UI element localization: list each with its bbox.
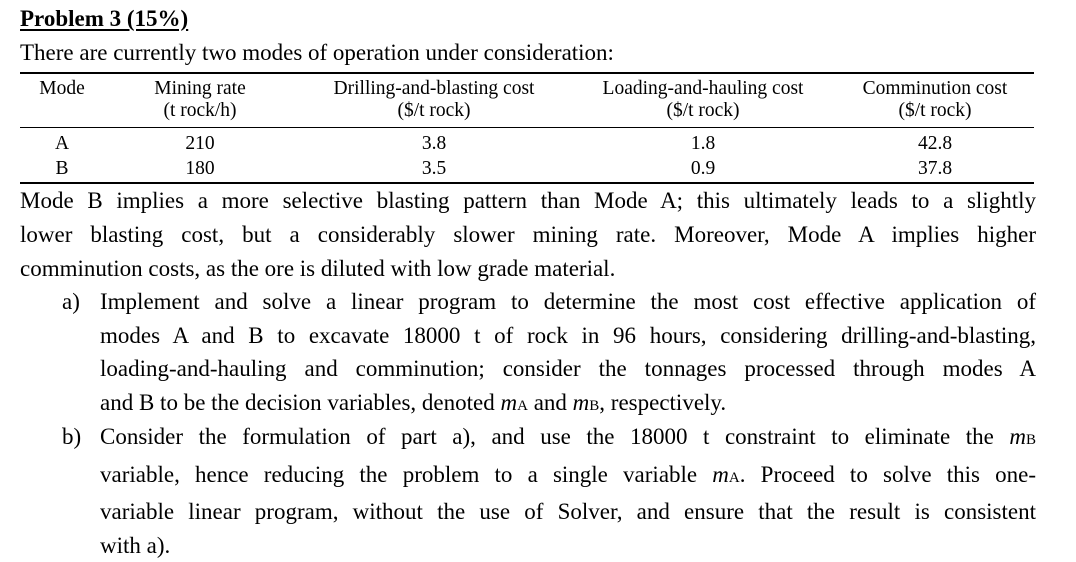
- table-cell-mode: A: [55, 133, 69, 155]
- item-line: modes A and B to excavate 18000 t of rock in 96 hours, considering drilling-and-blasting,: [100, 319, 1036, 353]
- header-comminution-unit: ($/t rock): [898, 100, 971, 122]
- item-line: [100, 386, 1036, 424]
- variable-m: [500, 390, 527, 415]
- table-cell-loading-hauling: 1.8: [691, 133, 715, 155]
- item-line: [100, 458, 1036, 496]
- variable-m: [573, 390, 600, 415]
- item-text: . Proceed to solve this one-: [740, 462, 1036, 487]
- table-cell-mining-rate: 180: [185, 158, 214, 180]
- variable-subscript: A: [729, 470, 740, 486]
- variable-subscript: A: [517, 398, 528, 414]
- item-text: and: [534, 390, 567, 415]
- variable-subscript: B: [1026, 432, 1036, 448]
- item-body: [100, 420, 1036, 562]
- item-text: variable, hence reducing the problem to a single variable: [100, 462, 697, 487]
- variable-letter: m: [1009, 424, 1026, 449]
- table-cell-mining-rate: 210: [185, 133, 214, 155]
- paragraph-line: Mode B implies a more selective blasting pattern than Mode A; this ultimately leads to a slightly: [20, 184, 1036, 218]
- variable-m: [1009, 424, 1036, 449]
- item-line: Implement and solve a linear program to determine the most cost effective application of: [100, 285, 1036, 319]
- item-label: a): [62, 285, 98, 319]
- item-body: [100, 285, 1036, 423]
- table-cell-comminution: 42.8: [918, 133, 952, 155]
- header-drilling-blasting-cost: Drilling-and-blasting cost: [334, 78, 535, 100]
- variable-subscript: B: [589, 398, 599, 414]
- header-loading-hauling-unit: ($/t rock): [666, 100, 739, 122]
- paragraph-line: comminution costs, as the ore is diluted with low grade material.: [20, 252, 1036, 286]
- item-text: and B to be the decision variables, denoted: [100, 390, 495, 415]
- variable-letter: m: [573, 390, 590, 415]
- item-line: variable linear program, without the use of Solver, and ensure that the result is consistent: [100, 495, 1036, 529]
- variable-m: [712, 462, 739, 487]
- problem-title: Problem 3 (15%): [20, 4, 188, 34]
- header-mining-rate: Mining rate: [154, 78, 246, 100]
- table-cell-drilling-blasting: 3.5: [422, 158, 446, 180]
- description-paragraph: [20, 184, 1036, 286]
- table-cell-mode: B: [55, 158, 68, 180]
- header-mode: Mode: [39, 78, 85, 100]
- item-line: [100, 420, 1036, 458]
- item-label: b): [62, 420, 98, 454]
- header-mining-rate-unit: (t rock/h): [163, 100, 236, 122]
- item-line: loading-and-hauling and comminution; consider the tonnages processed through modes A: [100, 352, 1036, 386]
- table-cell-comminution: 37.8: [918, 158, 952, 180]
- item-line: with a).: [100, 529, 1036, 562]
- table-cell-loading-hauling: 0.9: [691, 158, 715, 180]
- table-top-rule: [20, 72, 1034, 74]
- variable-letter: m: [712, 462, 729, 487]
- header-drilling-blasting-unit: ($/t rock): [397, 100, 470, 122]
- paragraph-line: lower blasting cost, but a considerably slower mining rate. Moreover, Mode A implies higher: [20, 218, 1036, 252]
- table-header-rule: [20, 127, 1034, 128]
- header-comminution-cost: Comminution cost: [863, 78, 1008, 100]
- header-loading-hauling-cost: Loading-and-hauling cost: [603, 78, 804, 100]
- intro-sentence: There are currently two modes of operation under consideration:: [20, 38, 614, 68]
- variable-letter: m: [500, 390, 517, 415]
- item-text: Consider the formulation of part a), and use the 18000 t constraint to eliminate the: [100, 424, 994, 449]
- item-text: , respectively.: [599, 390, 726, 415]
- table-cell-drilling-blasting: 3.8: [422, 133, 446, 155]
